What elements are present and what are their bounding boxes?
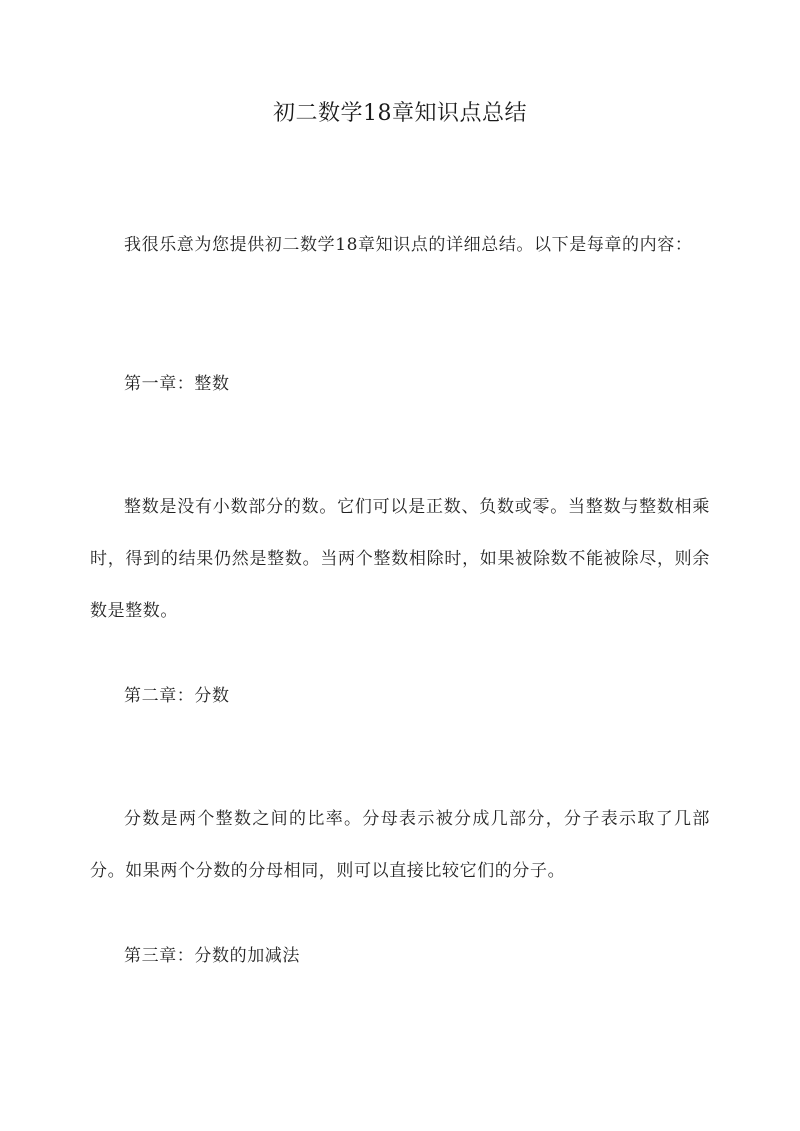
chapter-2-heading: 第二章：分数 — [124, 686, 230, 706]
chapter-3-heading: 第三章：分数的加减法 — [124, 946, 300, 966]
intro-paragraph: 我很乐意为您提供初二数学18章知识点的详细总结。以下是每章的内容： — [124, 235, 693, 255]
chapter-1-heading: 第一章：整数 — [124, 374, 230, 394]
chapter-2-body: 分数是两个整数之间的比率。分母表示被分成几部分，分子表示取了几部分。如果两个分数的分母相同，则可以直接比较它们的分子。 — [90, 809, 710, 881]
document-title: 初二数学18章知识点总结 — [273, 101, 527, 126]
chapter-1-body: 整数是没有小数部分的数。它们可以是正数、负数或零。当整数与整数相乘时，得到的结果仍然是整数。当两个整数相除时，如果被除数不能被除尽，则余数是整数。 — [90, 497, 710, 621]
